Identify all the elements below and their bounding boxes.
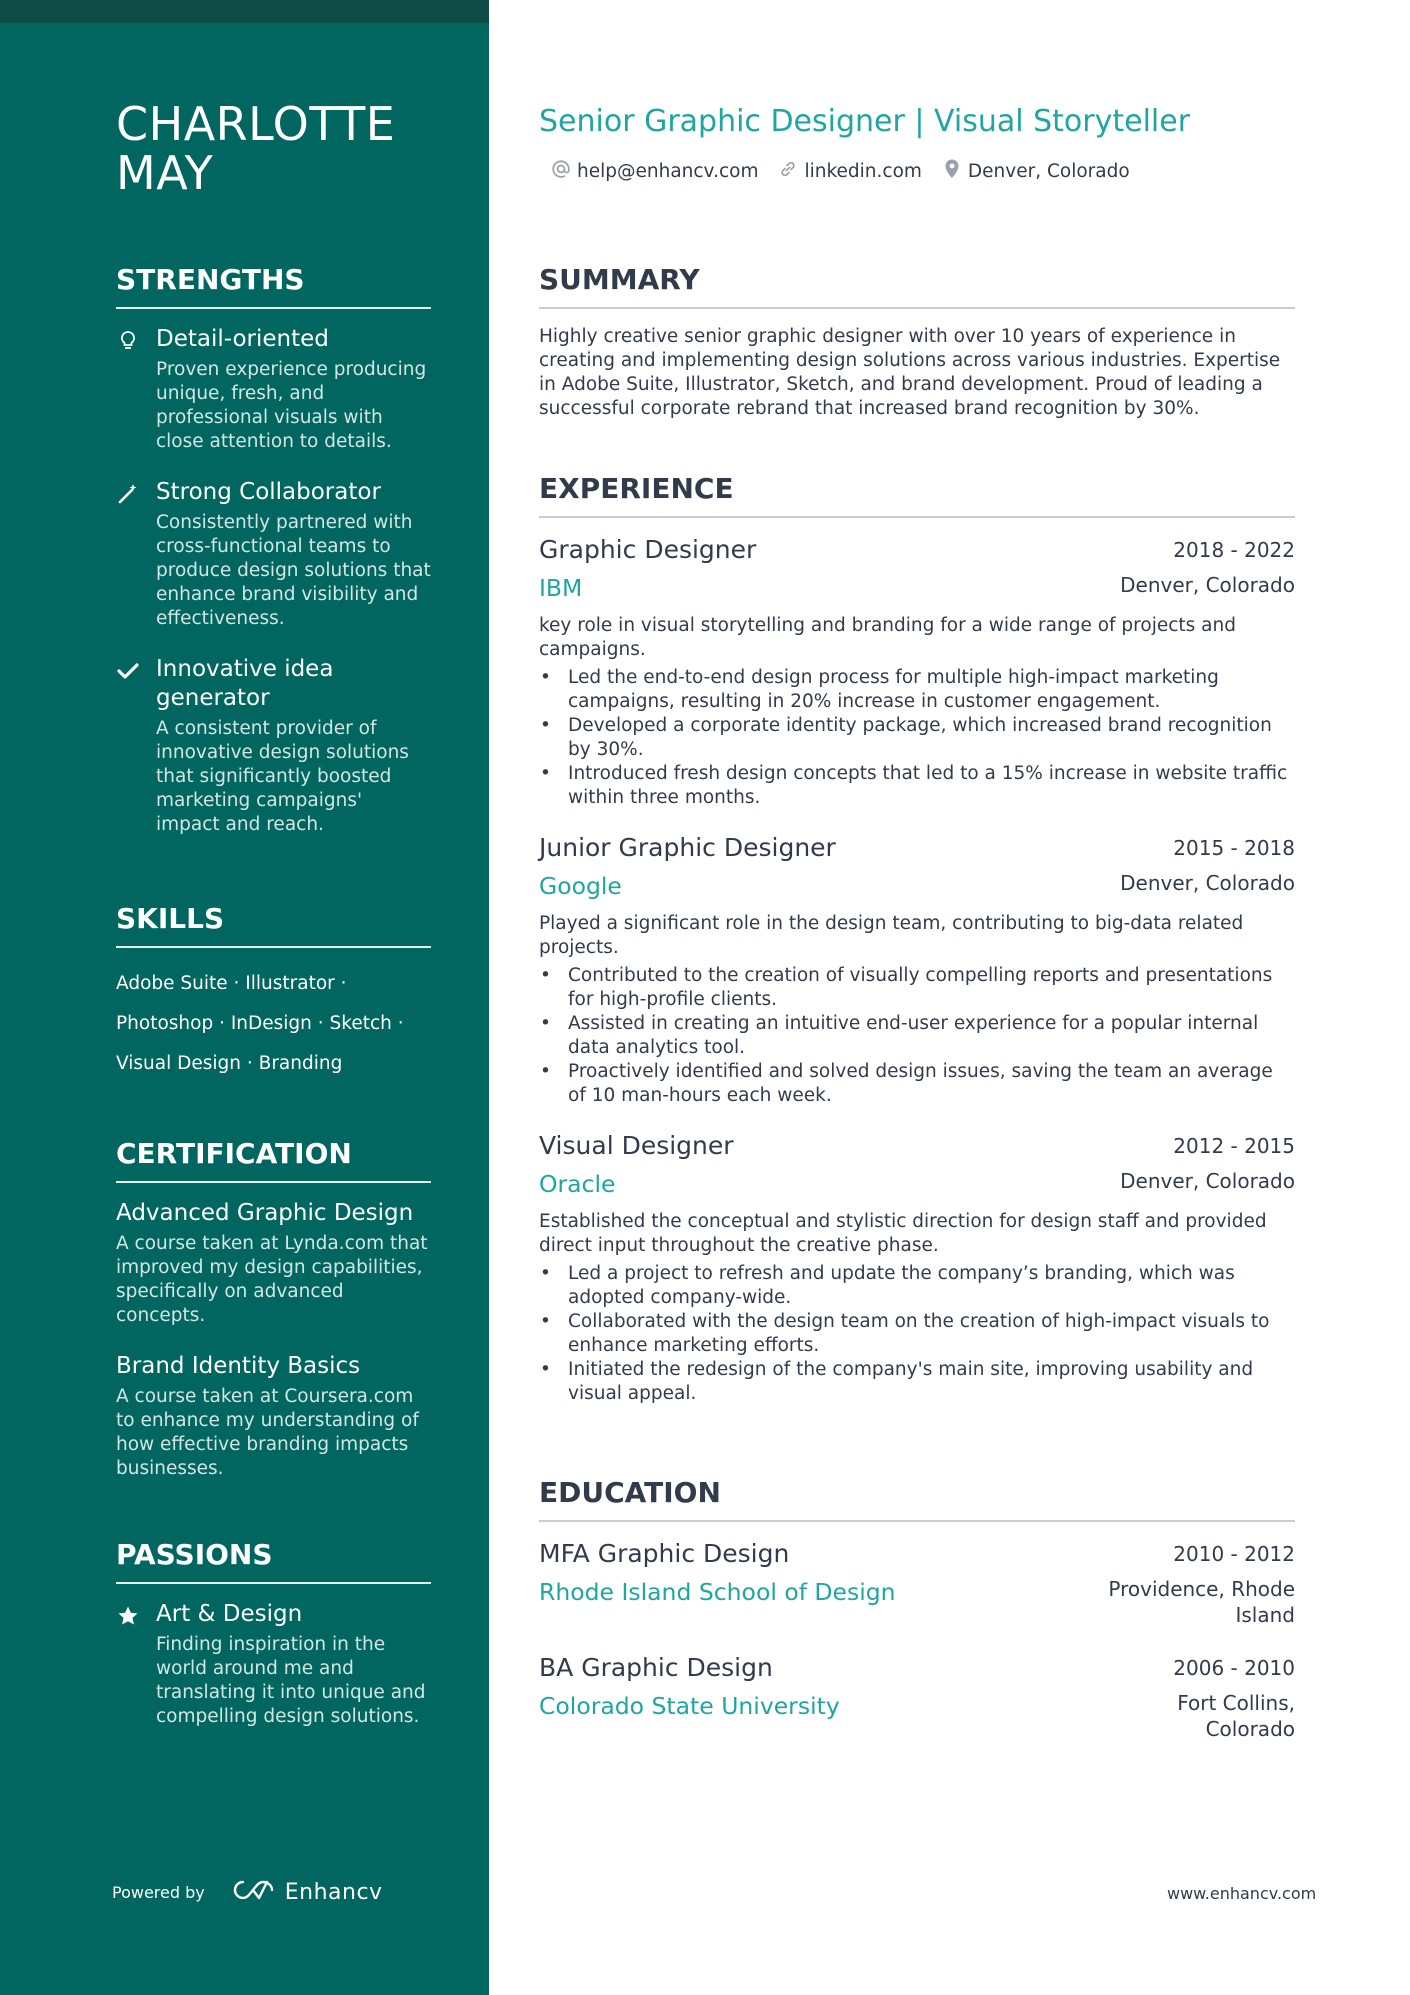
strength-desc: A consistent provider of innovative design solutions that significantly boosted marketing campaigns' impact and reach. bbox=[156, 718, 409, 835]
certification-title: Brand Identity Basics bbox=[116, 1353, 361, 1379]
footer-url[interactable]: www.enhancv.com bbox=[1167, 1884, 1317, 1903]
job-title: Visual Designer bbox=[539, 1131, 734, 1160]
education-dates: 2006 - 2010 bbox=[1173, 1656, 1295, 1680]
education-location-line: Island bbox=[1235, 1603, 1295, 1627]
education-dates: 2010 - 2012 bbox=[1173, 1542, 1295, 1566]
job-location: Denver, Colorado bbox=[1120, 1169, 1295, 1193]
list-item: • Led a project to refresh and update the company’s branding, which was adopted company-wide. bbox=[539, 1262, 1295, 1310]
magic-wand-icon bbox=[116, 482, 140, 506]
passions-heading: PASSIONS bbox=[116, 1538, 431, 1584]
job-description: key role in visual storytelling and branding for a wide range of projects and campaigns. bbox=[539, 615, 1236, 660]
job-entry bbox=[539, 1130, 1295, 1406]
powered-by bbox=[112, 1878, 383, 1906]
job-title: Graphic Designer bbox=[539, 535, 757, 564]
job-dates: 2015 - 2018 bbox=[1173, 836, 1295, 860]
strength-title: Strong Collaborator bbox=[156, 479, 381, 505]
contact-email[interactable] bbox=[551, 159, 758, 184]
strength-item bbox=[116, 325, 431, 454]
education-entry bbox=[539, 1538, 1295, 1628]
job-company: IBM bbox=[539, 574, 583, 602]
list-item: • Developed a corporate identity package, which increased brand recognition by 30%. bbox=[539, 714, 1295, 762]
job-entry bbox=[539, 832, 1295, 1108]
school-name: Rhode Island School of Design bbox=[539, 1578, 896, 1606]
at-icon bbox=[551, 159, 571, 184]
list-item: • Assisted in creating an intuitive end-user experience for a popular internal data analytics tool. bbox=[539, 1012, 1295, 1060]
contact-location bbox=[942, 158, 1130, 185]
job-bullets bbox=[539, 1262, 1295, 1406]
job-dates: 2012 - 2015 bbox=[1173, 1134, 1295, 1158]
brand-logo[interactable] bbox=[231, 1878, 383, 1906]
education-heading: EDUCATION bbox=[539, 1476, 1295, 1522]
star-icon bbox=[116, 1604, 140, 1628]
skills-heading: SKILLS bbox=[116, 902, 431, 948]
lightbulb-icon bbox=[116, 329, 140, 353]
sidebar-top-bar bbox=[0, 0, 489, 23]
powered-by-label: Powered by bbox=[112, 1882, 205, 1902]
experience-heading: EXPERIENCE bbox=[539, 472, 1295, 518]
education-location bbox=[1108, 1576, 1295, 1628]
job-bullets bbox=[539, 666, 1295, 810]
job-dates: 2018 - 2022 bbox=[1173, 538, 1295, 562]
job-location: Denver, Colorado bbox=[1120, 573, 1295, 597]
strength-title: Innovative idea generator bbox=[156, 656, 334, 711]
education-entry bbox=[539, 1652, 1295, 1742]
skills-line: Photoshop · InDesign · Sketch · bbox=[116, 1013, 404, 1034]
education-location-line: Providence, Rhode bbox=[1108, 1577, 1295, 1601]
school-name: Colorado State University bbox=[539, 1692, 840, 1720]
list-item: • Collaborated with the design team on the creation of high-impact visuals to enhance marketing efforts. bbox=[539, 1310, 1295, 1358]
passions-section bbox=[116, 1538, 431, 1753]
certification-item bbox=[116, 1199, 431, 1328]
degree: BA Graphic Design bbox=[539, 1653, 773, 1682]
job-description: Established the conceptual and stylistic direction for design staff and provided direct input throughout the creative phase. bbox=[539, 1211, 1267, 1256]
strengths-heading: STRENGTHS bbox=[116, 263, 431, 309]
contact-bar bbox=[551, 158, 1130, 185]
enhancv-logo-icon bbox=[231, 1878, 277, 1906]
certification-desc: A course taken at Lynda.com that improved my design capabilities, specifically on advanced concepts. bbox=[116, 1233, 428, 1326]
passion-item bbox=[116, 1600, 431, 1729]
strength-desc: Proven experience producing unique, fresh, and professional visuals with close attention to details. bbox=[156, 359, 427, 452]
degree: MFA Graphic Design bbox=[539, 1539, 790, 1568]
list-item: • Introduced fresh design concepts that led to a 15% increase in website traffic within three months. bbox=[539, 762, 1295, 810]
passion-desc: Finding inspiration in the world around me and translating it into unique and compelling design solutions. bbox=[156, 1634, 426, 1727]
skills-line: Visual Design · Branding bbox=[116, 1053, 343, 1074]
list-item: • Proactively identified and solved design issues, saving the team an average of 10 man-hours each week. bbox=[539, 1060, 1295, 1108]
certification-desc: A course taken at Coursera.com to enhance my understanding of how effective branding impacts businesses. bbox=[116, 1386, 419, 1479]
summary-section bbox=[539, 263, 1295, 421]
brand-name: Enhancv bbox=[284, 1879, 383, 1905]
strengths-section bbox=[116, 263, 431, 861]
checkmark-icon bbox=[116, 659, 140, 683]
certification-section bbox=[116, 1137, 431, 1505]
location-text: Denver, Colorado bbox=[967, 161, 1130, 182]
job-company: Google bbox=[539, 872, 622, 900]
job-bullets bbox=[539, 964, 1295, 1108]
summary-text: Highly creative senior graphic designer with over 10 years of experience in creating and implementing design solutions across various industries. Expertise in Adobe Suite, Illustrator, Sketch, and brand development. Proud of leading a successful corporate rebrand that increased brand recognition by 30%. bbox=[539, 326, 1281, 419]
education-location-line: Fort Collins, bbox=[1177, 1691, 1295, 1715]
job-entry bbox=[539, 534, 1295, 810]
job-title: Junior Graphic Designer bbox=[539, 833, 836, 862]
job-description: Played a significant role in the design team, contributing to big-data related projects. bbox=[539, 913, 1244, 958]
education-section bbox=[539, 1476, 1295, 1766]
strength-title: Detail-oriented bbox=[156, 326, 329, 352]
job-company: Oracle bbox=[539, 1170, 616, 1198]
experience-section bbox=[539, 472, 1295, 1428]
job-location: Denver, Colorado bbox=[1120, 871, 1295, 895]
skills-line: Adobe Suite · Illustrator · bbox=[116, 973, 347, 994]
linkedin-text: linkedin.com bbox=[804, 161, 922, 182]
link-icon bbox=[778, 159, 798, 184]
candidate-name: CHARLOTTE MAY bbox=[116, 97, 396, 200]
role-title: Senior Graphic Designer | Visual Storyteller bbox=[539, 104, 1191, 139]
summary-heading: SUMMARY bbox=[539, 263, 1295, 309]
location-pin-icon bbox=[942, 158, 962, 185]
contact-linkedin[interactable] bbox=[778, 159, 921, 184]
sidebar bbox=[0, 0, 489, 1995]
list-item: • Led the end-to-end design process for multiple high-impact marketing campaigns, resulting in 20% increase in customer engagement. bbox=[539, 666, 1295, 714]
list-item: • Contributed to the creation of visually compelling reports and presentations for high-profile clients. bbox=[539, 964, 1295, 1012]
certification-heading: CERTIFICATION bbox=[116, 1137, 431, 1183]
certification-title: Advanced Graphic Design bbox=[116, 1200, 414, 1226]
strength-desc: Consistently partnered with cross-functional teams to produce design solutions that enhance brand visibility and effectiveness. bbox=[156, 512, 431, 629]
strength-item bbox=[116, 655, 431, 837]
certification-item bbox=[116, 1352, 431, 1481]
passion-title: Art & Design bbox=[156, 1601, 303, 1627]
email-text: help@enhancv.com bbox=[577, 161, 759, 182]
list-item: • Initiated the redesign of the company's main site, improving usability and visual appeal. bbox=[539, 1358, 1295, 1406]
strength-item bbox=[116, 478, 431, 631]
skills-section bbox=[116, 902, 431, 1084]
education-location bbox=[1177, 1690, 1295, 1742]
education-location-line: Colorado bbox=[1205, 1717, 1295, 1741]
